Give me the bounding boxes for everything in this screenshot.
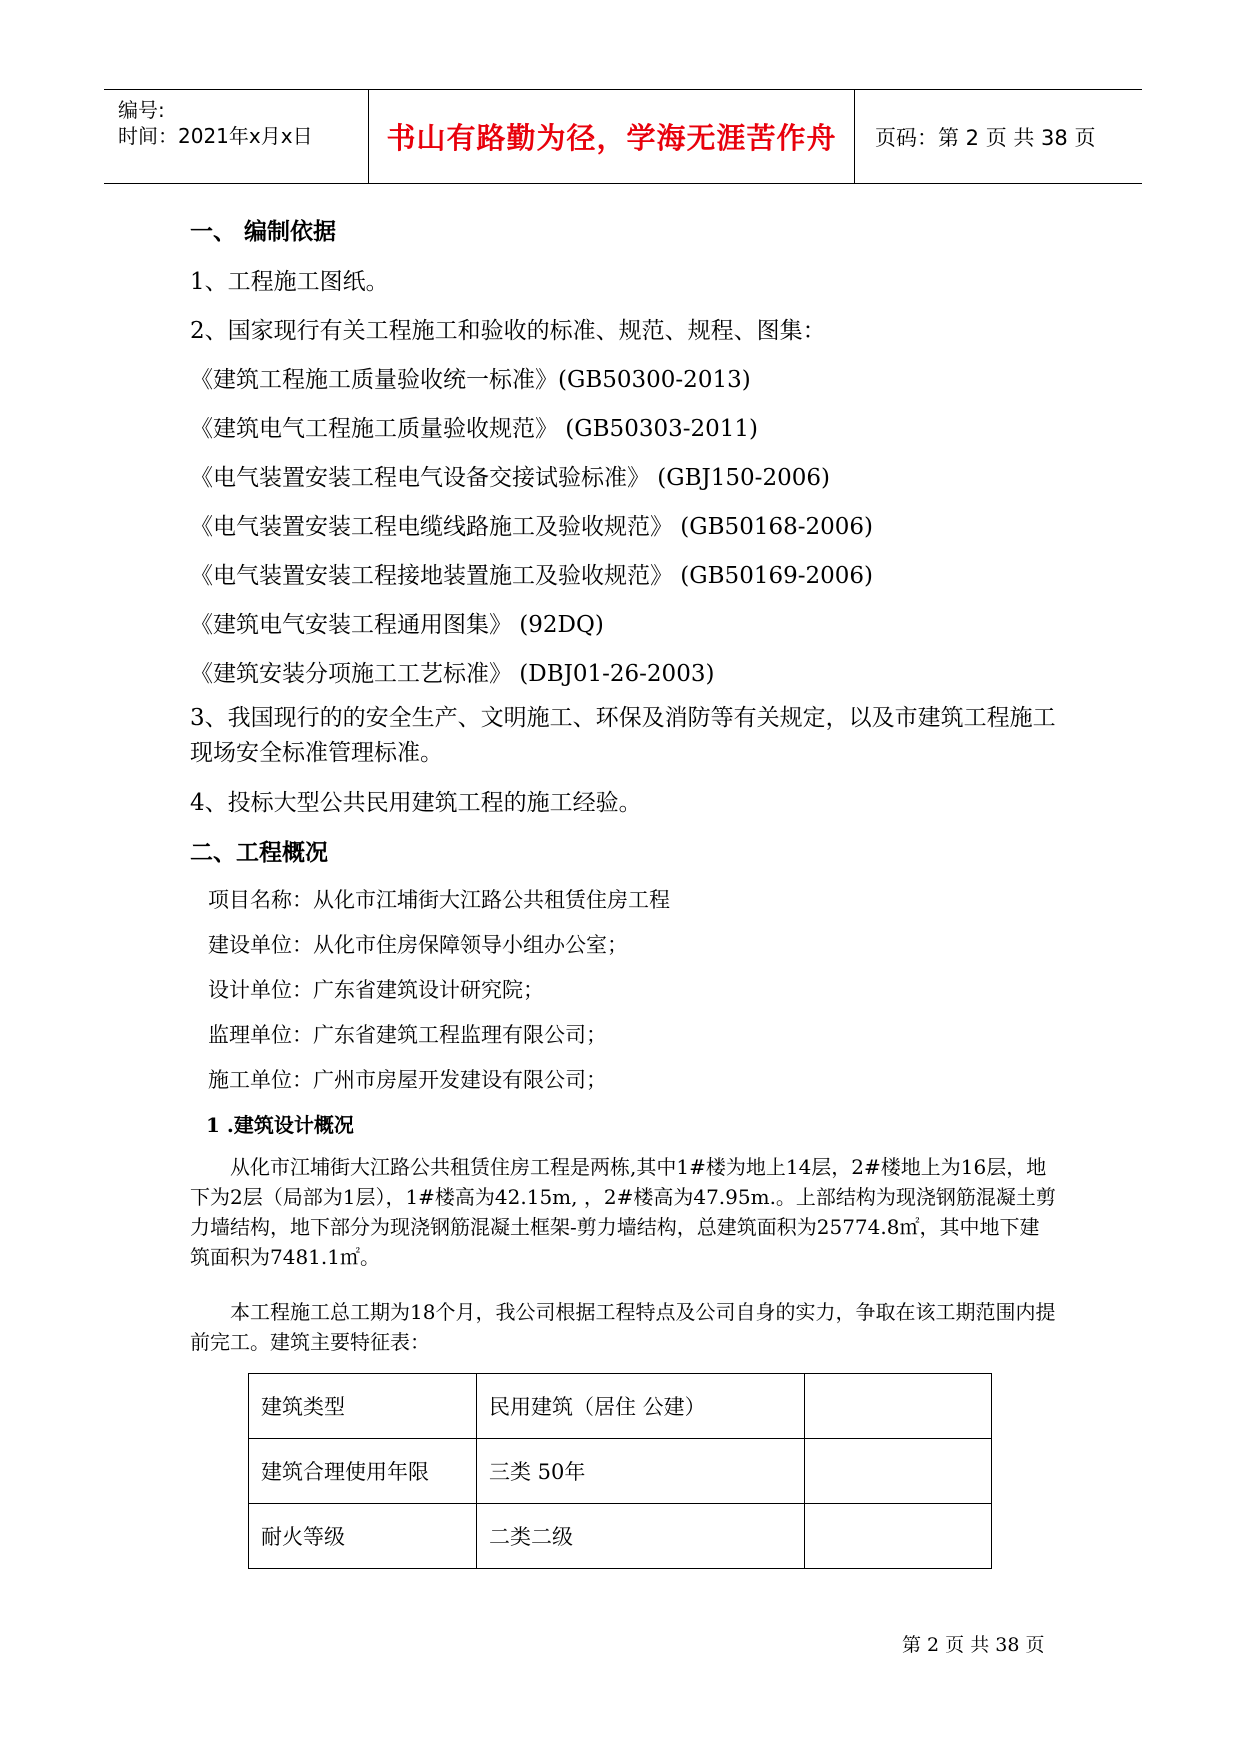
section2-title: 二、工程概况 (190, 840, 328, 866)
table-cell-label: 耐火等级 (249, 1504, 477, 1569)
header-motto-cell (369, 90, 855, 183)
table-cell-extra (805, 1374, 992, 1439)
doc-time-label: 时间：2021年x月x日 (118, 124, 313, 148)
project-info-line: 施工单位：广州市房屋开发建设有限公司； (208, 1068, 607, 1092)
standard-item: 《电气装置安装工程电气设备交接试验标准》 (GBJ150-2006) (190, 465, 830, 491)
schedule-paragraph: 本工程施工总工期为18个月，我公司根据工程特点及公司自身的实力，争取在该工期范围内提前完工。建筑主要特征表： (190, 1300, 1056, 1354)
table-cell-extra (805, 1504, 992, 1569)
header-page-cell (855, 90, 1142, 183)
table-cell-label: 建筑合理使用年限 (249, 1439, 477, 1504)
doc-number-label: 编号: (118, 98, 165, 122)
section1-item4: 4、投标大型公共民用建筑工程的施工经验。 (190, 790, 642, 816)
page-footer: 第 2 页 共 38 页 (902, 1634, 1045, 1656)
table-cell-value: 三类 50年 (477, 1439, 805, 1504)
header-motto: 书山有路勤为径，学海无涯苦作舟 (386, 121, 837, 155)
page-header (104, 89, 1142, 184)
design-overview-paragraph: 从化市江埔街大江路公共租赁住房工程是两栋,其中1#楼为地上14层，2#楼地上为16层，地下为2层（局部为1层），1#楼高为42.15m, ，2#楼高为47.95m.。上部结构为现浇钢筋混凝土剪力墙结构，地下部分为现浇钢筋混凝土框架-剪力墙结构，总建筑面积为25774.8㎡，其中地下建筑面积为7481.1㎡。 (190, 1155, 1056, 1269)
table-cell-value: 二类二级 (477, 1504, 805, 1569)
standard-item: 《建筑电气安装工程通用图集》 (92DQ) (190, 612, 604, 638)
standard-item: 《电气装置安装工程电缆线路施工及验收规范》 (GB50168-2006) (190, 514, 874, 540)
project-info-line: 监理单位：广东省建筑工程监理有限公司； (208, 1023, 607, 1047)
project-info-line: 项目名称：从化市江埔街大江路公共租赁住房工程 (208, 888, 670, 912)
standard-item: 《电气装置安装工程接地装置施工及验收规范》 (GB50169-2006) (190, 563, 874, 589)
header-meta-cell (104, 90, 369, 183)
standard-item: 《建筑工程施工质量验收统一标准》(GB50300-2013) (190, 367, 751, 393)
subsection-title: 1 .建筑设计概况 (206, 1113, 354, 1137)
section1-item3: 3、我国现行的的安全生产、文明施工、环保及消防等有关规定，以及市建筑工程施工现场安全标准管理标准。 (190, 705, 1056, 766)
table-row (249, 1439, 992, 1504)
standard-item: 《建筑电气工程施工质量验收规范》 (GB50303-2011) (190, 416, 759, 442)
table-cell-extra (805, 1439, 992, 1504)
header-page-info: 页码：第 2 页 共 38 页 (875, 125, 1096, 150)
section1-title: 一、 编制依据 (190, 219, 337, 245)
standard-item: 《建筑安装分项施工工艺标准》 (DBJ01-26-2003) (190, 661, 715, 687)
section1-item2: 2、国家现行有关工程施工和验收的标准、规范、规程、图集： (190, 318, 826, 344)
project-info-line: 设计单位：广东省建筑设计研究院； (208, 978, 544, 1002)
table-row (249, 1504, 992, 1569)
table-row (249, 1374, 992, 1439)
table-cell-value: 民用建筑（居住 公建） (477, 1374, 805, 1439)
table-cell-label: 建筑类型 (249, 1374, 477, 1439)
section1-item1: 1、工程施工图纸。 (190, 269, 389, 295)
feature-table (248, 1373, 992, 1569)
project-info-line: 建设单位：从化市住房保障领导小组办公室； (208, 933, 628, 957)
